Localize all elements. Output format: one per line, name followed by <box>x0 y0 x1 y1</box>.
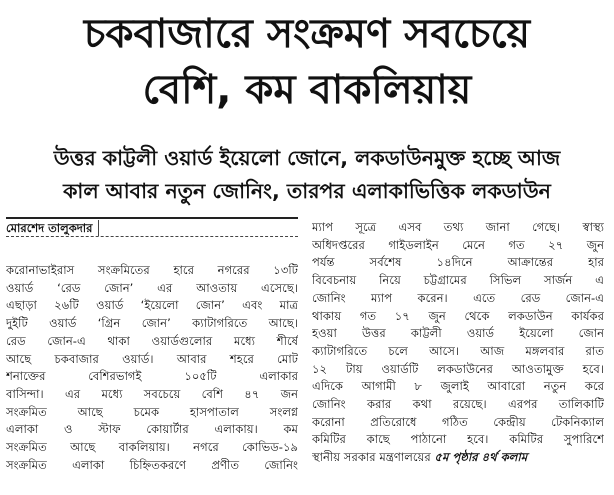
body-line: করোনা প্রতিরোধে গঠিত কেন্দ্রীয় টেকনিক্যাল <box>312 414 604 429</box>
body-line: এছাড়া ২৬টি ওয়ার্ড ‘ইয়েলো জোন’ এবং মাত্র <box>6 298 298 313</box>
body-line: জোনিং ম্যাপ করেন। এতে রেড জোন-এ <box>312 290 604 305</box>
body-line: আছে চকবাজার ওয়ার্ড। আবার শহরে মোট <box>6 351 298 366</box>
body-line: ক্যাটাগরিতে চলে আসে। আজ মঙ্গলবার রাত <box>312 343 604 358</box>
headline-line-2: বেশি, কম বাকলিয়ায় <box>142 67 472 113</box>
subheadline-line-2: কাল আবার নতুন জোনিং, তারপর এলাকাভিত্তিক লকডাউন <box>63 179 551 203</box>
body-line: বিবেচনায় নিয়ে চট্টগ্রামের সিভিল সার্জন এ <box>312 273 604 288</box>
body-line: দুইটি ওয়ার্ড ‘গ্রিন জোন’ ক্যাটাগরিতে আছে। <box>6 316 298 331</box>
body-line: পর্যন্ত সর্বশেষ ১৪দিনে আক্রান্তের হার <box>312 255 604 270</box>
body-line: করোনাভাইরাস সংক্রমিতের হারে নগরের ১৩টি <box>6 263 298 277</box>
body-line-last <box>312 449 604 467</box>
headline <box>0 6 614 118</box>
body-line: জোনিং করার কথা রয়েছে। এরপর তালিকাটি <box>312 397 604 412</box>
body-line-last-text: স্থানীয় সরকার মন্ত্রণালয়ের <box>312 450 431 465</box>
byline-box <box>6 217 298 237</box>
body-line: হওয়া উত্তর কাট্টলী ওয়ার্ড ইয়েলো জোন <box>312 326 604 341</box>
subheadline-line-1: উত্তর কাট্টলী ওয়ার্ড ইয়েলো জোনে, লকডাউনমুক্ত হচ্ছে আজ <box>53 146 561 170</box>
article-column-right <box>312 219 604 467</box>
body-line: এলাকা ও স্টাফ কোয়ার্টার এলাকায়। কম <box>6 422 298 437</box>
continuation-reference: ৫ম পৃষ্ঠার ৪র্থ কলাম <box>434 450 528 465</box>
body-line: রেড জোন-এ থাকা ওয়ার্ডগুলোর মধ্যে শীর্ষে <box>6 333 298 348</box>
body-line: সংক্রমিত আছে বাকলিয়ায়। নগরে কোভিড-১৯ <box>6 440 298 455</box>
body-line: কমিটির কাছে পাঠানো হবে। কমিটির সুপারিশে <box>312 432 604 447</box>
subheadline <box>0 142 614 208</box>
headline-line-1: চকবাজারে সংক্রমণ সবচেয়ে <box>83 11 531 57</box>
body-line: ওয়ার্ড ‘রেড জোন’ এর আওতায় এসেছে। <box>6 280 298 295</box>
byline: মোরশেদ তালুকদার <box>6 220 99 236</box>
body-line: এদিকে আগামী ৮ জুলাই আবারো নতুন করে <box>312 379 604 394</box>
body-line: ম্যাপ সূত্রে এসব তথ্য জানা গেছে। স্বাস্থ্য <box>312 220 604 234</box>
body-line: শনাক্তের বেশিরভাগই ১০৫টি এলাকার <box>6 369 298 384</box>
body-line: ১২ টায় ওয়ার্ডটি লকডাউনের আওতামুক্ত হবে। <box>312 361 604 376</box>
body-line: বাসিন্দা। এর মধ্যে সবচেয়ে বেশি ৪৭ জন <box>6 386 298 401</box>
body-line: অধিদপ্তরের গাইডলাইন মেনে গত ২৭ জুন <box>312 237 604 252</box>
body-line: সংক্রমিত আছে চমেক হাসপাতাল সংলগ্ন <box>6 404 298 419</box>
article-column-left <box>6 262 298 474</box>
body-line: সংক্রমিত এলাকা চিহ্নিতকরণে প্রণীত জোনিং <box>6 457 298 472</box>
body-line: থাকায় গত ১৭ জুন থেকে লকডাউন কার্যকর <box>312 308 604 323</box>
